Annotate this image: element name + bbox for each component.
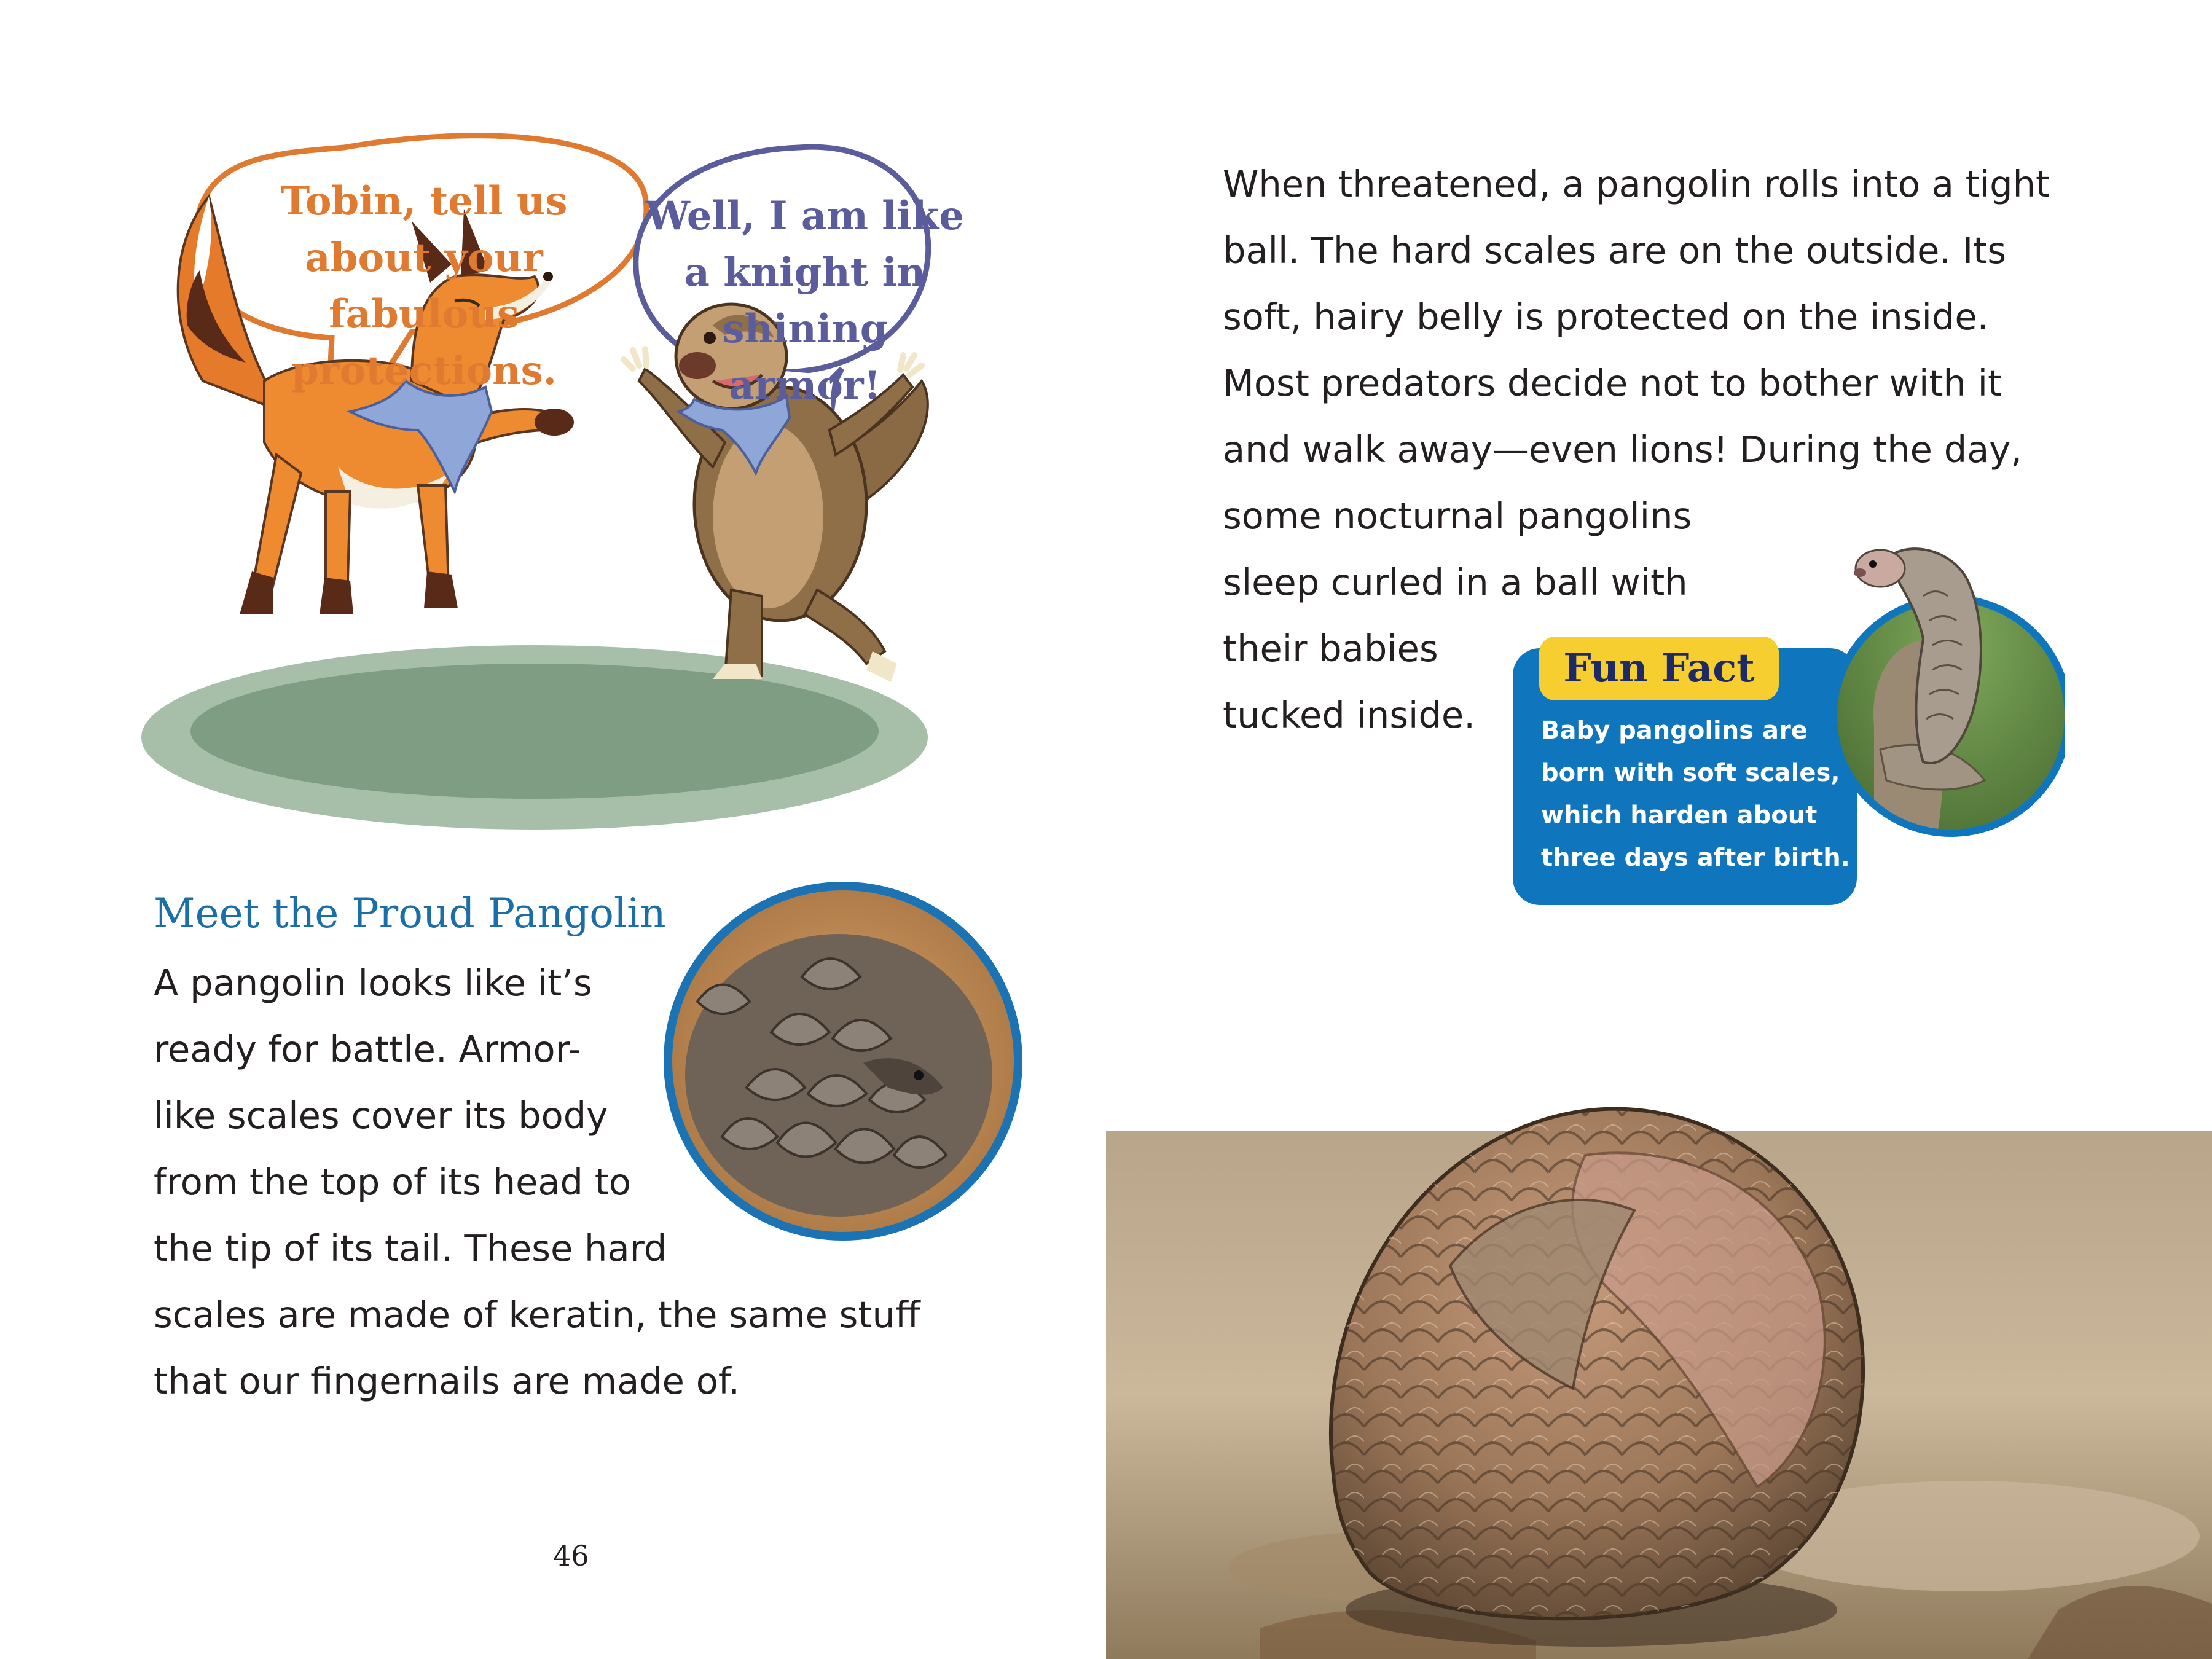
body-text-line: Most predators decide not to bother with it [1223, 362, 2002, 404]
fun-fact-title: Fun Fact [1563, 645, 1755, 691]
fox-speech-line: Tobin, tell us [280, 178, 568, 224]
fun-fact-line: which harden about [1541, 801, 1818, 830]
fun-fact-tag [1539, 637, 1779, 700]
pangolin-speech-line: shining armor! [722, 306, 888, 409]
body-text-line: some nocturnal pangolins [1223, 495, 1692, 537]
fun-fact-line: Baby pangolins are [1541, 716, 1808, 745]
body-text-line: ready for battle. Armor- [154, 1028, 581, 1070]
body-text-line: that our fingernails are made of. [154, 1360, 740, 1402]
body-text-line: their babies [1223, 627, 1438, 670]
body-text-line: When threatened, a pangolin rolls into a tight [1223, 163, 2050, 205]
pangolin-speech-line: Well, I am like [646, 193, 964, 239]
fun-fact-line: three days after birth. [1541, 844, 1850, 872]
pangolin-speech-line: a knight in [684, 249, 926, 296]
page-number: 46 [553, 1539, 589, 1572]
body-text-line: ball. The hard scales are on the outside. Its [1223, 229, 2007, 272]
body-text-line: A pangolin looks like it’s [154, 962, 592, 1004]
climbing-pangolin-photo-icon [1800, 504, 2065, 854]
fox-speech-line: about your [305, 235, 543, 281]
fun-fact-line: born with soft scales, [1541, 759, 1840, 787]
body-text-line: from the top of its head to [154, 1161, 631, 1203]
body-text-line: sleep curled in a ball with [1223, 561, 1688, 603]
body-text-line: the tip of its tail. These hard [154, 1227, 667, 1269]
section-heading: Meet the Proud Pangolin [154, 890, 666, 937]
rolled-pangolin-photo-icon [1106, 922, 2212, 1659]
pangolin-photo-icon [661, 879, 1026, 1244]
body-text-line: like scales cover its body [154, 1094, 608, 1137]
body-text-line: scales are made of keratin, the same stuff [154, 1293, 920, 1336]
body-text-line: soft, hairy belly is protected on the inside. [1223, 296, 1989, 338]
pangolin-speech-text [645, 188, 965, 414]
fox-speech-line: fabulous protections. [291, 291, 557, 394]
fox-speech-text [203, 173, 645, 399]
body-text-line: tucked inside. [1223, 694, 1475, 736]
body-text-line: and walk away—even lions! During the day, [1223, 428, 2022, 471]
